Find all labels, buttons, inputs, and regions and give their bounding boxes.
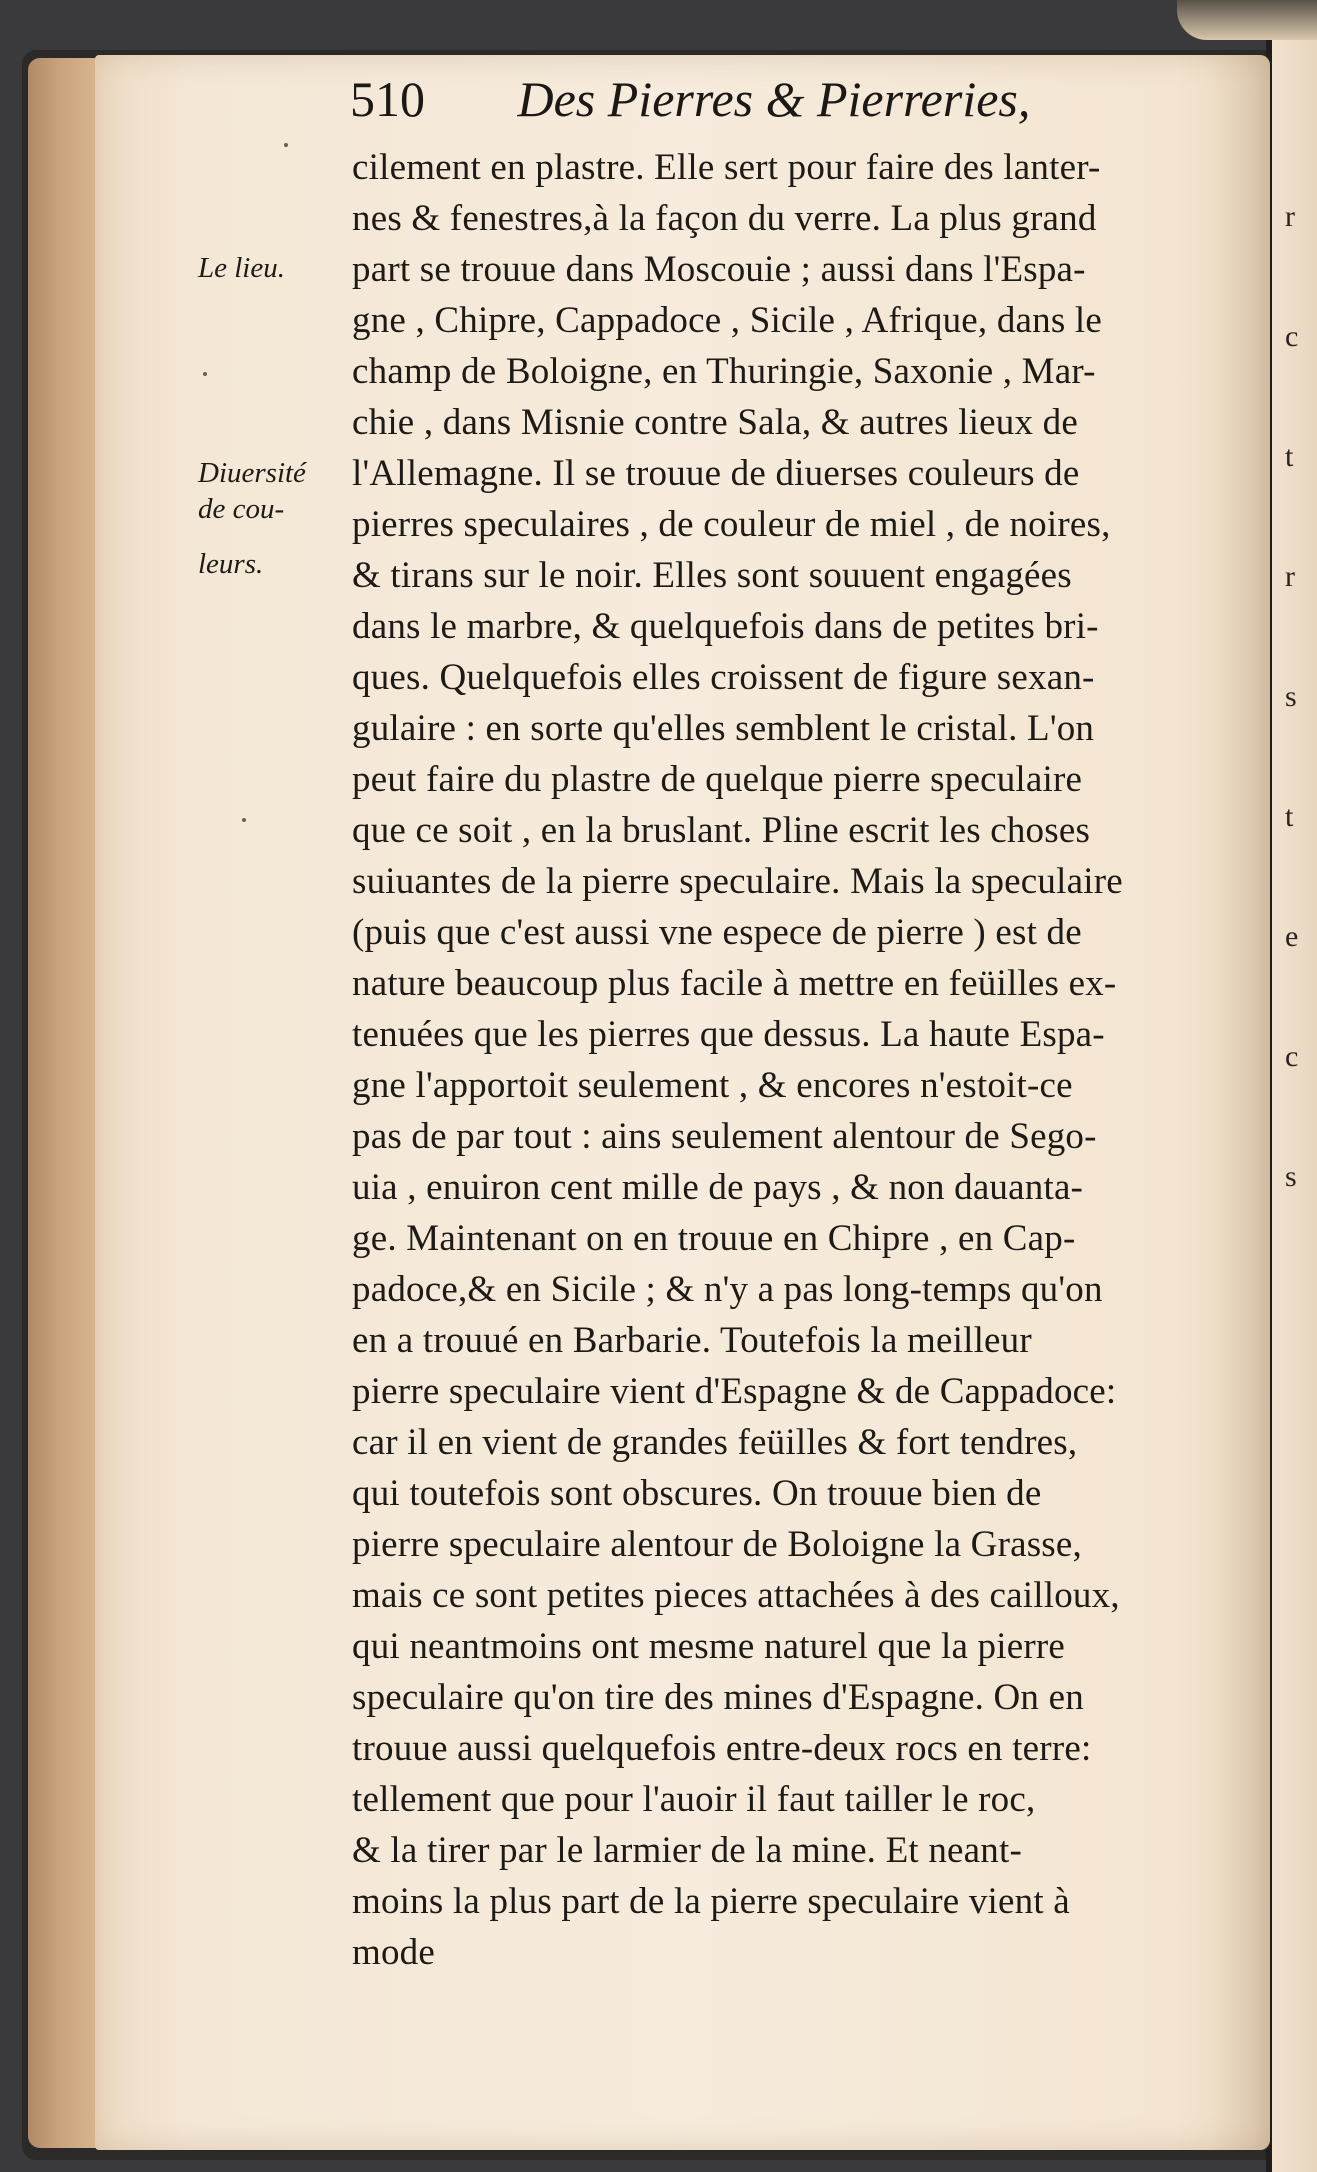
text-line: mais ce sont petites pieces attachées à des cailloux, (352, 1575, 1120, 1616)
text-line: & tirans sur le noir. Elles sont souuent engagées (352, 555, 1072, 596)
running-head (350, 70, 1030, 128)
text-line: tellement que pour l'auoir il faut tailler le roc, (352, 1779, 1036, 1820)
margin-note-diuersite: Diuersité (198, 457, 306, 489)
ink-speck (284, 143, 288, 147)
text-line: & la tirer par le larmier de la mine. Et neant- (352, 1830, 1022, 1871)
text-line: mode (352, 1932, 436, 1973)
text-line: ques. Quelquefois elles croissent de figure sexan- (352, 657, 1095, 698)
running-title: Des Pierres & Pierreries, (517, 71, 1031, 127)
text-line: suiuantes de la pierre speculaire. Mais la speculaire (352, 861, 1123, 902)
facing-page-fragment: e (1285, 920, 1299, 953)
text-line: gne l'apportoit seulement , & encores n'estoit-ce (352, 1065, 1073, 1106)
text-line: pierre speculaire vient d'Espagne & de Cappadoce: (352, 1371, 1117, 1412)
text-line: padoce,& en Sicile ; & n'y a pas long-temps qu'on (352, 1269, 1103, 1310)
facing-page-fragment: c (1285, 1040, 1299, 1073)
text-line: chie , dans Misnie contre Sala, & autres lieux de (352, 402, 1078, 443)
text-line: moins la plus part de la pierre speculaire vient à (352, 1881, 1070, 1922)
text-line: speculaire qu'on tire des mines d'Espagne. On en (352, 1677, 1084, 1718)
text-line: ge. Maintenant on en trouue en Chipre , en Cap- (352, 1218, 1076, 1259)
text-line: car il en vient de grandes feüilles & fort tendres, (352, 1422, 1078, 1463)
text-line: tenuées que les pierres que dessus. La haute Espa- (352, 1014, 1105, 1055)
text-line: pierre speculaire alentour de Boloigne la Grasse, (352, 1524, 1082, 1565)
facing-page-fragment: r (1285, 200, 1295, 233)
facing-page-fragment: t (1285, 800, 1294, 833)
text-line: part se trouue dans Moscouie ; aussi dans l'Espa- (352, 249, 1086, 290)
text-line: uia , enuiron cent mille de pays , & non dauanta- (352, 1167, 1084, 1208)
text-line: nes & fenestres,à la façon du verre. La plus grand (352, 198, 1097, 239)
page-number: 510 (350, 71, 425, 127)
margin-note-leurs: leurs. (198, 548, 264, 580)
body-text (352, 142, 1252, 1978)
text-line: cilement en plastre. Elle sert pour faire des lanter- (352, 147, 1101, 188)
ink-speck (242, 818, 246, 822)
text-line: pas de par tout : ains seulement alentour de Sego- (352, 1116, 1097, 1157)
text-line: (puis que c'est aussi vne espece de pierre ) est de (352, 912, 1082, 953)
margin-note-le-lieu: Le lieu. (198, 252, 285, 284)
text-line: en a trouué en Barbarie. Toutefois la meilleur (352, 1320, 1032, 1361)
margin-note-de-cou: de cou- (198, 493, 285, 525)
text-line: trouue aussi quelquefois entre-deux rocs en terre: (352, 1728, 1092, 1769)
text-line: pierres speculaires , de couleur de miel , de noires, (352, 504, 1111, 545)
facing-page-fragment: c (1285, 320, 1299, 353)
facing-page-sliver (1266, 20, 1317, 2172)
text-line: qui toutefois sont obscures. On trouue bien de (352, 1473, 1042, 1514)
text-line: champ de Boloigne, en Thuringie, Saxonie , Mar- (352, 351, 1096, 392)
page-curl (1177, 0, 1317, 40)
facing-page-fragment: s (1285, 680, 1297, 713)
facing-page-fragment: s (1285, 1160, 1297, 1193)
facing-page-fragment: t (1285, 440, 1294, 473)
text-line: gne , Chipre, Cappadoce , Sicile , Afrique, dans le (352, 300, 1103, 341)
facing-page-fragment: r (1285, 560, 1295, 593)
text-line: qui neantmoins ont mesme naturel que la pierre (352, 1626, 1066, 1667)
ink-speck (203, 372, 207, 376)
text-line: dans le marbre, & quelquefois dans de petites bri- (352, 606, 1099, 647)
text-line: nature beaucoup plus facile à mettre en feüilles ex- (352, 963, 1117, 1004)
text-line: l'Allemagne. Il se trouue de diuerses couleurs de (352, 453, 1080, 494)
text-line: peut faire du plastre de quelque pierre speculaire (352, 759, 1083, 800)
text-line: que ce soit , en la bruslant. Pline escrit les choses (352, 810, 1091, 851)
text-line: gulaire : en sorte qu'elles semblent le cristal. L'on (352, 708, 1095, 749)
